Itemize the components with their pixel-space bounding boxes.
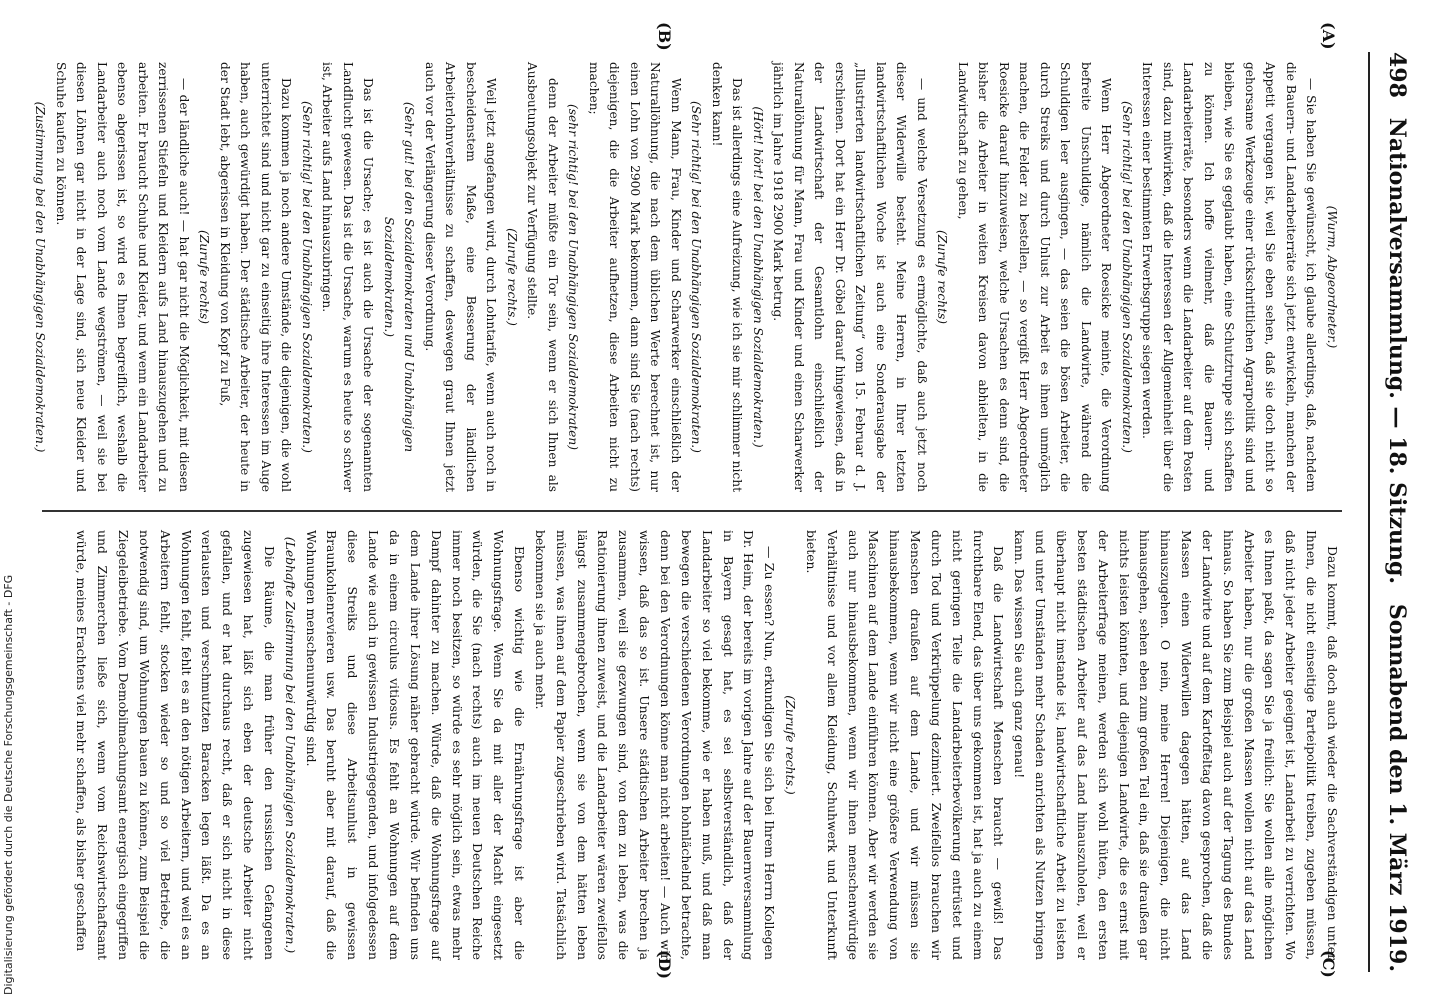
digitization-footer: Digitalisierung gefördert durch die Deutsche Forschungsgemeinschaft - DFG [2, 574, 15, 995]
paragraph: — Sie haben Sie gewünscht, ich glaube allerdings, daß, nachdem die Bauern- und Landarbeiterräte sich jetzt entwickeln, manchen der Appetit vergangen ist, weil Sie eben sehen, daß sie doch nicht so gehorsame Werkzeuge einer rückschrittlichen Agrarpolitik sind und bleiben, wie Sie es geglaubt haben, eine Schutztruppe sich schaffen zu können. Ich hoffe vielmehr, daß die Bauern- und Landarbeiterräte, besonders wenn die Landarbeiter auf dem Posten sind, dazu mitwirken, daß die Interessen der Allgemeinheit über die Interessen einer bestimmten Erwerbsgruppe siegen werden. [1140, 62, 1319, 492]
header-rule [1368, 52, 1370, 972]
paragraph: Wenn Mann, Frau, Kinder und Scharwerker einschließlich der Naturallöhnung, die nach dem üblichen Werte berechnet ist, nur einen Lohn von 2900 Mark bekommen, dann sind Sie (nach rechts) diejenigen, die die Arbeiter aufhetzen, diese Arbeiten nicht zu machen; [587, 62, 683, 492]
paragraph: — Zu essen? Nun, erkundigen Sie sich bei Ihrem Herrn Kollegen Dr. Heim, der bereits im vorigen Jahre auf der Bauernversammlung in Bayern gesagt hat, es sei selbstverständlich, daß der Landarbeiter so viel bekomme, wie er haben muß, und daß man bewegen die verschiedenen Verordnungen hohnlächelnd betrachte, denn bei den Verordnungen könne man nicht arbeiten! — Auch wir wissen, daß das so ist. Unsere städtischen Arbeiter brechen ja zusammen, weil sie gezwungen sind, von dem zu leben, was die Rationierung ihnen zuweist, und die Landarbeiter wären zweifellos längst zusammengebrochen, wenn sie von dem hätten leben müssen, was ihnen auf dem Papier zugeschrieben wird. Tatsächlich bekommen sie ja auch mehr. [532, 530, 778, 960]
interjection: (Sehr richtig! bei den Unabhängigen Sozialdemokraten.) [1120, 101, 1134, 453]
paragraph: Wenn Herr Abgeordneter Roesicke meinte, die Verordnung befreite Unschuldige, nämlich die Landwirte, während die Schuldigen leer ausgingen, — das seien die bösen Arbeiter, die durch Streiks und durch Unlust zur Arbeit es ihnen unmöglich machen, die Felder zu bestellen, — so vergißt Herr Abgeordneter Roesicke darauf hinzuweisen, welche Ursachen es denn sind, die bisher die Arbeiter in weiten Kreisen davon abhielten, in die Landwirtschaft zu gehen, [956, 62, 1114, 492]
interjection: (Sehr richtig! bei den Unabhängigen Sozialdemokraten.) [300, 101, 314, 453]
interjection: (sehr richtig! bei den Unabhängigen Sozialdemokraten) [566, 104, 581, 450]
paragraph: — der ländliche auch! — hat gar nicht die Möglichkeit, mit diesen zerrissenen Stiefeln und Kleidern aufs Land hinauszugehen und zu arbeiten. Er braucht Schuhe und Kleider, und wenn ein Landarbeiter ebenso abgerissen ist, so wird es Ihnen begreiflich, weshalb die Landarbeiter auch noch vom Lande wegströmen, — weil sie bei diesen Löhnen gar nicht in der Lage sind, sich neue Kleider und Schuhe kaufen zu können. [54, 62, 191, 492]
interjection: (Zustimmung bei den Unabhängigen Sozialdemokraten.) [33, 101, 48, 453]
paragraph: Das ist die Ursache; es ist auch die Ursache der sogenannten Landflucht gewesen. Das ist die Ursache, warum es heute so schwer ist, Arbeiter aufs Land hinauszubringen. [320, 62, 376, 492]
paragraph: — und welche Versetzung es ermöglichte, daß auch jetzt noch dieser Widerwille besteht. Meine Herren, in Ihrer letzten landwirtschaftlichen Woche ist auch eine Sonderausgabe der „Illustrierten landwirtschaftlichen Zeitung“ vom 15. Februar d. J. erschienen. Dort hat ein Herr Dr. Göbel darauf hingewiesen, daß in der Landwirtschaft der Gesamtlohn einschließlich der Naturallöhnung für Mann, Frau und Kinder und einen Scharwerker jährlich im Jahre 1918 2900 Mark betrug. [771, 62, 929, 492]
margin-marker-c: (C) [1319, 950, 1338, 978]
speaker-label: (Wurm, Abgeordneter.) [1325, 205, 1339, 349]
paragraph: Daß die Landwirtschaft Menschen braucht — gewiß! Das furchtbare Elend, das über uns gekommen ist, hat ja auch zu einem nicht geringen Teile die Landarbeiterbevölkerung entrüstet und durch Tod und Verkrüppelung dezimiert. Zweifellos brauchen wir Menschen draußen auf dem Lande, und wir müssen sie hinausbekommen, wenn wir nicht eine größere Verwendung von Maschinen auf dem Lande einführen können. Aber wir werden sie auch nur hinausbekommen, wenn wir ihnen menschenwürdige Verhältnisse und vor allem Kleidung, Schuhwerk und Unterkunft bieten. [803, 530, 1007, 960]
paragraph: Dazu kommt, daß doch auch wieder die Sachverständigen unter Ihnen, die nicht einseitige Parteipolitik treiben, zugeben müssen, daß nicht jeder Arbeiter geeignet ist, Landarbeit zu verrichten. Wo es Ihnen paßt, da sagen Sie ja freilich: Sie wollen alle möglichen Arbeiter haben, nur die großen Massen wollen nicht auf das Land hinaus. So haben Sie zum Beispiel auch auf der Tagung des Bundes der Landwirte und auf dem Kartoffeltag davon gesprochen, daß die Massen einen Widerwillen dagegen hätten, auf das Land hinauszugehen. O nein, meine Herren! Diejenigen, die nicht hinausgehen, sehen eben zum großen Teil ein, daß sie draußen gar nichts leisten könnten, und diejenigen Landwirte, die es ernst mit der Arbeiterfrage meinen, werden sich wohl hüten, den ersten besten städtischen Arbeiter auf das Land hinauszuholen, weil er überhaupt nicht imstande ist, landwirtschaftliche Arbeit zu leisten und unter Umständen mehr Schaden anrichten als Nutzen bringen kann. Das wissen Sie auch ganz genau! [1012, 530, 1340, 960]
right-column [71, 530, 1342, 960]
paragraph: Die Räume, die man früher den russischen Gefangenen zugewiesen hat, läßt sich eben der deutsche Arbeiter nicht gefallen, und er hat durchaus recht, daß er sich nicht in diese verlausten und verschmutzten Baracken legen läßt. Da es an Wohnungen fehlt, fehlt es an den nötigen Arbeitern, und weil es an Arbeitern fehlt, stocken wieder so und so viel Betriebe, die notwendig sind, um Wohnungen bauen zu können, zum Beispiel die Ziegeleibetriebe. Vom Demobilmachungsamt energisch eingegriffen und Zimmerchen ließe sich, wenn vom Reichswirtschaftsamt würde, meines Erachtens viel mehr schaffen, als bisher geschaffen [74, 530, 277, 960]
interjection: (Lebhafte Zustimmung bei den Unabhängigen Sozialdemokraten.) [282, 536, 298, 954]
column-divider [42, 510, 1342, 512]
page-header [1374, 52, 1410, 972]
interjection: (Zurufe rechts.) [505, 228, 519, 326]
paragraph: denn der Arbeiter müßte ein Tor sein, wenn er sich Ihnen als Ausbeutungsobjekt zur Verfügung stellte. [525, 62, 560, 492]
margin-marker-d: (D) [655, 950, 674, 980]
interjection: (Sehr gut! bei den Sozialdemokraten und Unabhängigen Sozialdemokraten.) [382, 101, 417, 453]
margin-marker-b: (B) [655, 22, 674, 51]
page-number: 498 [1384, 52, 1410, 98]
paragraph: Das ist allerdings eine Aufreizung, wie ich sie mir schlimmer nicht denken kann! [710, 62, 745, 492]
paragraph: Dazu kommen ja noch andere Umstände, die diejenigen, die wohl unterrichtet sind und nicht gar zu einseitig ihre Interessen im Auge haben, auch gewürdigt haben. Der städtische Arbeiter, der heute in der Stadt lebt, abgerissen in Kleidung von Kopf zu Fuß, [218, 62, 294, 492]
margin-marker-a: (A) [1319, 22, 1338, 50]
interjection: (Hört! hört! bei den Unabhängigen Sozialdemokraten.) [751, 106, 765, 448]
left-column [30, 62, 1342, 492]
interjection: (Zurufe rechts) [935, 230, 950, 324]
page-date: Sonnabend den 1. März 1919. [1384, 603, 1410, 972]
paragraph: Weil jetzt angefangen wird, durch Lohntarife, wenn auch noch in bescheidenstem Maße, eine Besserung der ländlichen Arbeiterlohnverhältnisse zu schaffen, deswegen graut Ihnen jetzt auch vor der Verlängerung dieser Verordnung. [423, 62, 499, 492]
page-title: Nationalversammlung. — 18. Sitzung. [1384, 117, 1410, 585]
interjection: (Zurufe rechts.) [783, 695, 799, 795]
paragraph: Ebenso wichtig wie die Ernährungsfrage ist aber die Wohnungsfrage. Wenn Sie da mit aller der Macht eingesetzt würden, die Sie (nach rechts) auch im neuen Deutschen Reiche immer noch besitzen, so würde es sehr möglich sein, etwas mehr Dampf dahinter zu machen. Würde, daß die Wohnungsfrage auf dem Lande ihrer Lösung näher gebracht würde. Wir befinden uns da in einem circulus vitiosus. Es fehlt an Wohnungen auf dem Lande wie auch in gewissen Industriegegenden, und infolgedessen diese Streiks und diese Arbeitsunlust in gewissen Braunkohlenrevieren usw. Das beruht aber mit darauf, daß die Wohnungen menschenunwürdig sind. [303, 530, 528, 960]
interjection: (Sehr richtig! bei den Unabhängigen Sozialdemokraten.) [689, 101, 704, 453]
interjection: (Zurufe rechts) [197, 230, 212, 324]
